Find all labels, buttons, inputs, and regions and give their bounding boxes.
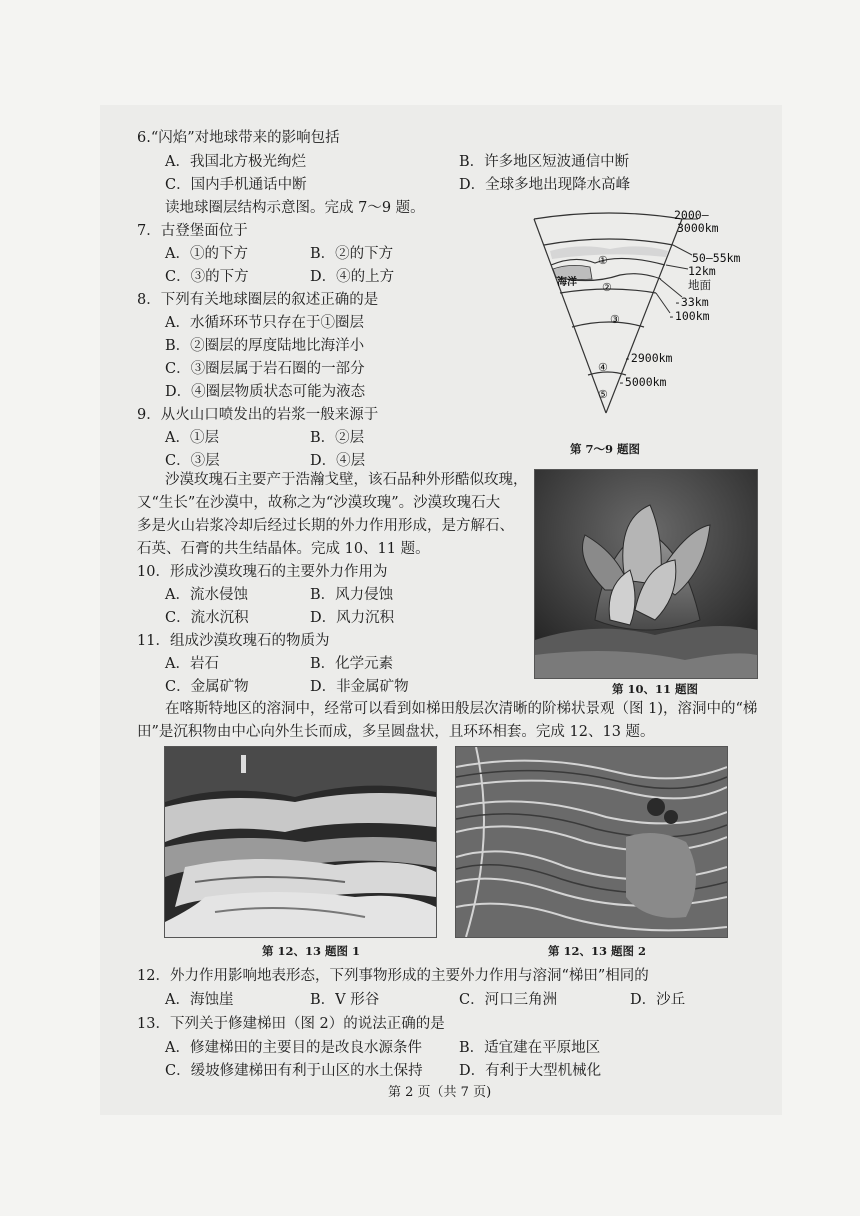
fig2-caption: 第 12、13 题图 2 [548,944,647,958]
intro-7-9: 读地球圈层结构示意图。完成 7～9 题。 [165,200,425,216]
depth-label-100: -100km [668,309,710,323]
earth-sphere-diagram [520,205,770,460]
depth-label-50: 50—55km [692,251,741,265]
q10-option-b: B．风力侵蚀 [310,587,394,603]
q8-stem: 8．下列有关地球圈层的叙述正确的是 [137,292,379,308]
depth-label-33: -33km [674,295,709,309]
q12-option-d: D．沙丘 [630,992,686,1008]
q8-option-d: D．④圈层物质状态可能为液态 [165,384,366,400]
q6-option-d: D．全球多地出现降水高峰 [459,177,631,193]
layer-2-label: ② [602,281,612,294]
fig1-caption: 第 12、13 题图 1 [262,944,361,958]
layer-5-label: ⑤ [598,388,608,401]
q6-option-b: B．许多地区短波通信中断 [459,154,630,170]
q11-stem: 11．组成沙漠玫瑰石的物质为 [137,633,330,649]
q11-option-a: A．岩石 [165,656,219,672]
ocean-label: 海洋 [557,277,577,288]
boundary-50km [544,239,673,245]
page-footer: 第 2 页（共 7 页) [388,1085,492,1100]
diagram-caption: 第 7～9 题图 [570,442,641,456]
q8-option-b: B．②圈层的厚度陆地比海洋小 [165,338,365,354]
depth-label-top2: 3000km [677,221,719,235]
q12-stem: 12．外力作用影响地表形态，下列事物形成的主要外力作用与溶洞“梯田”相同的 [137,968,649,984]
q11-option-b: B．化学元素 [310,656,394,672]
desert-rose-photo [534,469,758,679]
q6-option-a: A．我国北方极光绚烂 [165,154,306,170]
cave-terrace-photo [164,746,437,938]
ground-label: 地面 [688,278,711,292]
gutenberg-boundary [572,322,644,327]
q7-option-d: D．④的上方 [310,269,395,285]
q13-option-c: C．缓坡修建梯田有利于山区的水土保持 [165,1063,423,1079]
q9-stem: 9．从火山口喷发出的岩浆一般来源于 [137,407,379,423]
q9-option-c: C．③层 [165,453,220,469]
layer-3-label: ③ [610,313,620,326]
q6-stem: 6.“闪焰”对地球带来的影响包括 [137,130,340,146]
q13-option-d: D．有利于大型机械化 [459,1063,602,1079]
atmosphere-top-arc [534,213,682,219]
q9-option-d: D．④层 [310,453,366,469]
hydrosphere-band [550,246,668,259]
q13-stem: 13．下列关于修建梯田（图 2）的说法正确的是 [137,1016,445,1032]
layer-4-label: ④ [598,361,608,374]
layer-1-label: ① [598,254,608,267]
depth-label-12: 12km [688,264,716,278]
karst-para-line1: 在喀斯特地区的溶洞中，经常可以看到如梯田般层次清晰的阶梯状景观（图 1)，溶洞中的“梯 [165,701,758,717]
q12-option-b: B．V 形谷 [310,992,380,1008]
rose-para-line4: 石英、石膏的共生结晶体。完成 10、11 题。 [137,541,430,557]
q11-option-c: C．金属矿物 [165,679,249,695]
leader-12 [666,265,688,269]
q10-option-c: C．流水沉积 [165,610,249,626]
q12-option-c: C．河口三角洲 [459,992,558,1008]
ground-surface [551,258,665,265]
q10-stem: 10．形成沙漠玫瑰石的主要外力作用为 [137,564,388,580]
q8-option-c: C．③圈层属于岩石圈的一部分 [165,361,365,377]
leader-50 [673,245,692,255]
depth-label-5000: -5000km [618,375,667,389]
karst-para-line2: 田”是沉积物由中心向外生长而成，多呈圆盘状，且环环相套。完成 12、13 题。 [137,724,655,740]
q7-stem: 7．古登堡面位于 [137,223,248,239]
q10-option-d: D．风力沉积 [310,610,395,626]
q8-option-a: A．水循环环节只存在于①圈层 [165,315,364,331]
rice-terrace-photo [455,746,728,938]
q7-option-b: B．②的下方 [310,246,394,262]
q6-option-c: C．国内手机通话中断 [165,177,307,193]
q13-option-b: B．适宜建在平原地区 [459,1040,601,1056]
q12-option-a: A．海蚀崖 [165,992,234,1008]
q7-option-c: C．③的下方 [165,269,249,285]
q11-option-d: D．非金属矿物 [310,679,409,695]
q9-option-a: A．①层 [165,430,219,446]
depth-label-top1: 2000— [674,208,709,222]
q9-option-b: B．②层 [310,430,365,446]
q7-option-a: A．①的下方 [165,246,248,262]
q13-option-a: A．修建梯田的主要目的是改良水源条件 [165,1040,422,1056]
q10-option-a: A．流水侵蚀 [165,587,248,603]
rose-photo-caption: 第 10、11 题图 [612,682,699,696]
depth-label-2900: -2900km [624,351,673,365]
rose-para-line3: 多是火山岩浆冷却后经过长期的外力作用形成，是方解石、 [137,518,514,534]
rose-para-line1: 沙漠玫瑰石主要产于浩瀚戈壁，该石品种外形酷似玫瑰， [165,472,528,488]
rose-para-line2: 又“生长”在沙漠中，故称之为“沙漠玫瑰”。沙漠玫瑰石大 [137,495,501,511]
